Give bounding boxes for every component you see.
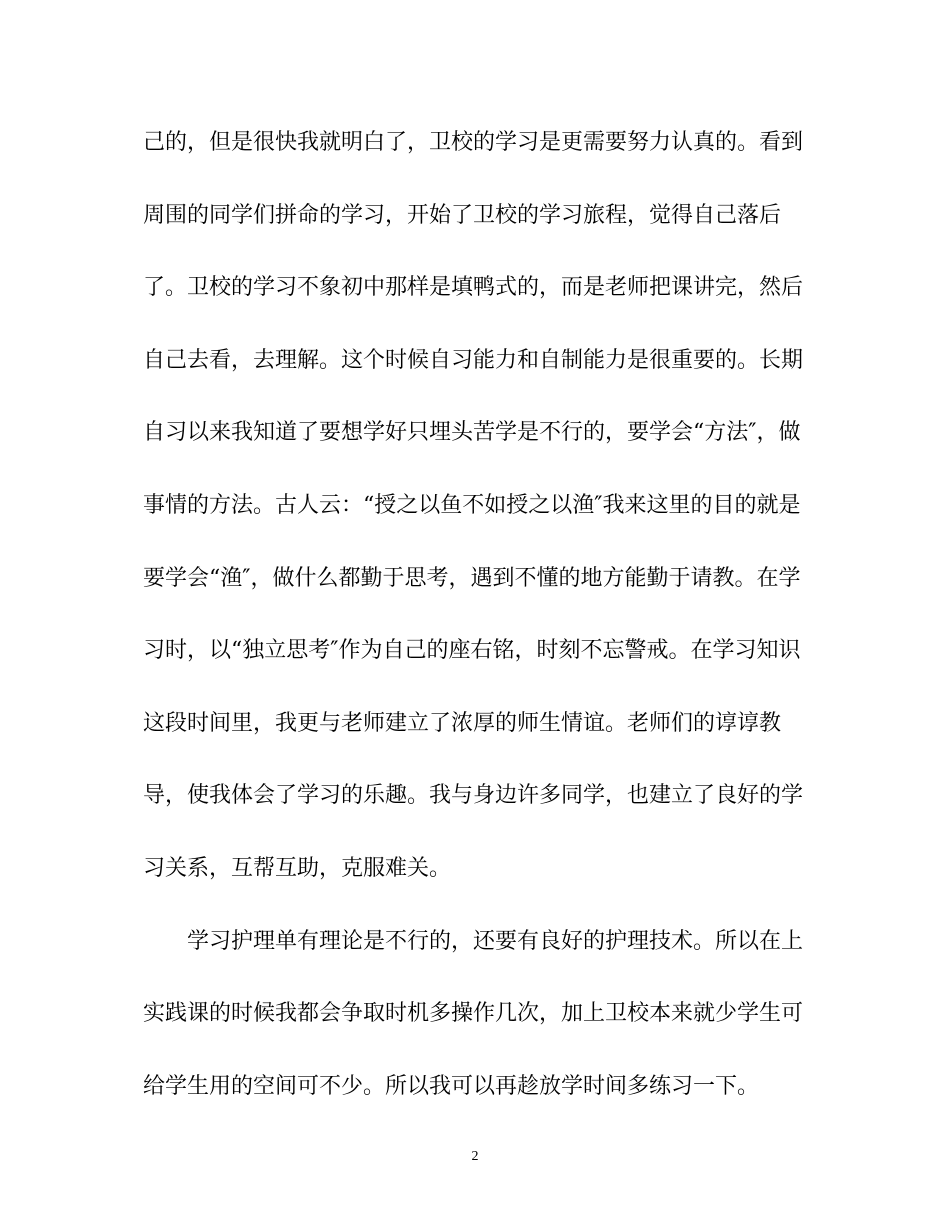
text-line: 习关系，互帮互助，克服难关。 (143, 855, 452, 881)
text-line: 事情的方法。古人云：“授之以鱼不如授之以渔″我来这里的目的就是 (143, 492, 801, 518)
text-line: 给学生用的空间可不少。所以我可以再趁放学时间多练习一下。 (143, 1073, 760, 1099)
text-line: 实践课的时候我都会争取时机多操作几次，加上卫校本来就少学生可 (143, 1001, 804, 1027)
text-line: 己的，但是很快我就明白了，卫校的学习是更需要努力认真的。看到 (143, 130, 804, 155)
text-line: 周围的同学们拼命的学习，开始了卫校的学习旅程，觉得自己落后 (143, 202, 782, 228)
text-line: 了。卫校的学习不象初中那样是填鸭式的，而是老师把课讲完，然后 (143, 275, 804, 301)
text-line: 导，使我体会了学习的乐趣。我与身边许多同学，也建立了良好的学 (143, 783, 804, 809)
text-line: 这段时间里，我更与老师建立了浓厚的师生情谊。老师们的谆谆教 (143, 710, 782, 736)
text-line: 自习以来我知道了要想学好只埋头苦学是不行的，要学会“方法″，做 (143, 420, 801, 446)
text-line: 自己去看，去理解。这个时候自习能力和自制能力是很重要的。长期 (143, 347, 804, 373)
page-number: 2 (471, 1149, 479, 1164)
paragraph-start-line: 学习护理单有理论是不行的，还要有良好的护理技术。所以在上 (187, 928, 804, 954)
text-line: 要学会“渔″，做什么都勤于思考，遇到不懂的地方能勤于请教。在学 (143, 565, 801, 591)
body-text (143, 118, 815, 1134)
text-line: 习时，以“独立思考″作为自己的座右铭，时刻不忘警戒。在学习知识 (143, 638, 801, 664)
